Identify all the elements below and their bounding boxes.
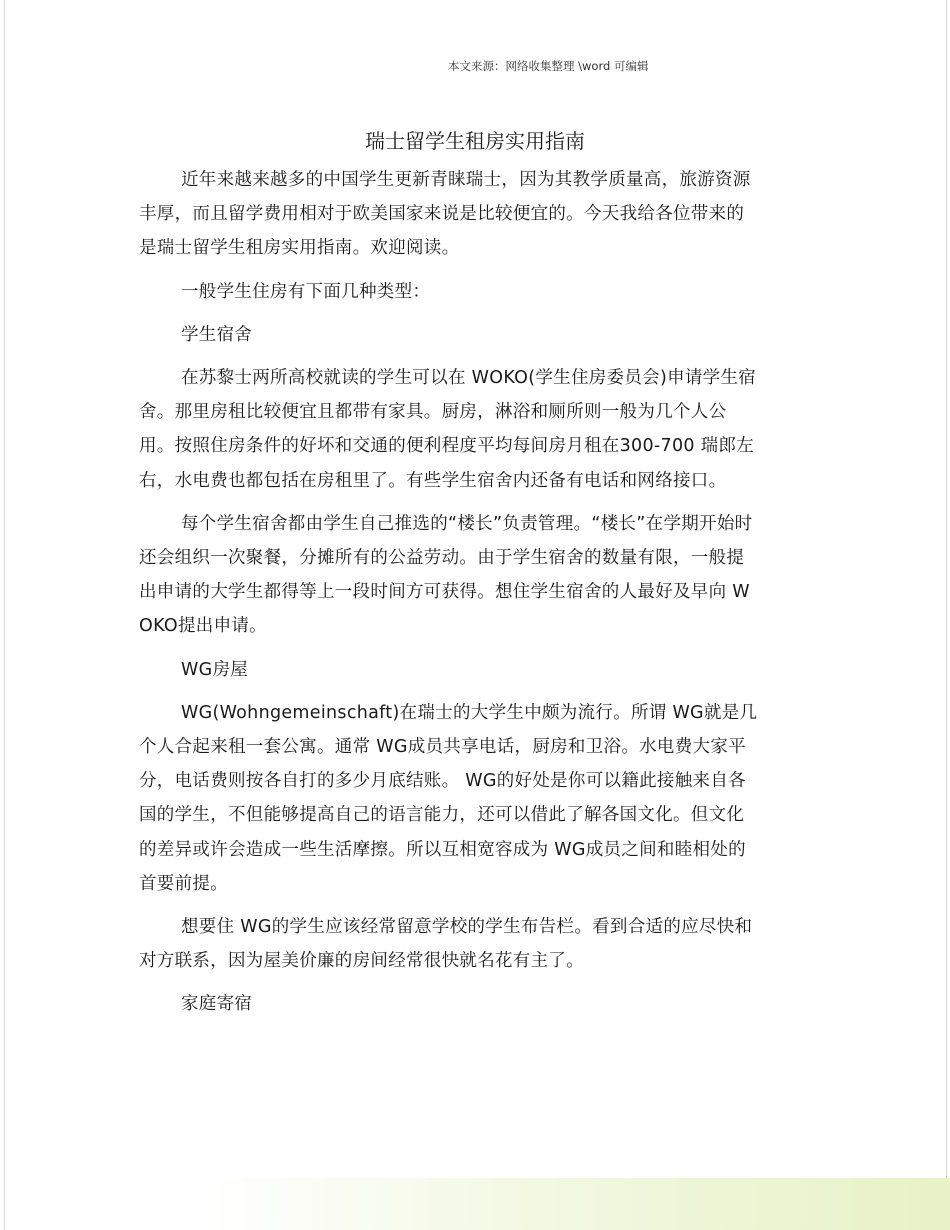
section-heading-student-dorm: 学生宿舍 — [181, 324, 253, 345]
page-border-left — [4, 0, 5, 1230]
intro-paragraph: 近年来越来越多的中国学生更新青睐瑞士，因为其教学质量高，旅游资源丰厚，而且留学费用相对于欧美国家来说是比较便宜的。今天我给各位带来的是瑞士留学生租房实用指南。欢迎阅读。 — [139, 170, 751, 259]
student-dorm-paragraph-1: 在苏黎士两所高校就读的学生可以在 WOKO(学生住房委员会)申请学生宿舍。那里房租比较便宜且都带有家具。厨房，淋浴和厕所则一般为几个人公用。按照住房条件的好坏和交通的便利程度平均每间房月租在300-700 瑞郎左右，水电费也都包括在房租里了。有些学生宿舍内还备有电话和网络接口。 — [139, 368, 757, 491]
page-border-right — [946, 0, 947, 1230]
document-body — [139, 163, 761, 1031]
wg-paragraph-2: 想要住 WG的学生应该经常留意学校的学生布告栏。看到合适的应尽快和对方联系，因为屋美价廉的房间经常很快就名花有主了。 — [139, 917, 753, 972]
section-heading-homestay: 家庭寄宿 — [181, 994, 253, 1015]
source-note: 本文来源：网络收集整理 \word 可编辑 — [448, 59, 649, 73]
housing-types-intro: 一般学生住房有下面几种类型： — [181, 281, 431, 302]
wg-paragraph-1: WG(Wohngemeinschaft)在瑞士的大学生中颇为流行。所谓 WG就是几个人合起来租一套公寓。通常 WG成员共享电话，厨房和卫浴。水电费大家平分，电话费则按各自打的多少月底结账。 WG的好处是你可以籍此接触来自各国的学生，不但能够提高自己的语言能力，还可以借此了解各国文化。但文化的差异或许会造成一些生活摩擦。所以互相宽容成为 WG成员之间和睦相处的首要前提。 — [139, 702, 758, 894]
section-heading-wg: WG房屋 — [181, 659, 249, 680]
footer-decoration — [200, 1178, 950, 1230]
student-dorm-paragraph-2: 每个学生宿舍都由学生自己推选的“楼长”负责管理。“楼长”在学期开始时还会组织一次聚餐，分摊所有的公益劳动。由于学生宿舍的数量有限，一般提出申请的大学生都得等上一段时间方可获得。想住学生宿舍的人最好及早向 WOKO提出申请。 — [139, 513, 753, 637]
document-title: 瑞士留学生租房实用指南 — [365, 129, 585, 153]
